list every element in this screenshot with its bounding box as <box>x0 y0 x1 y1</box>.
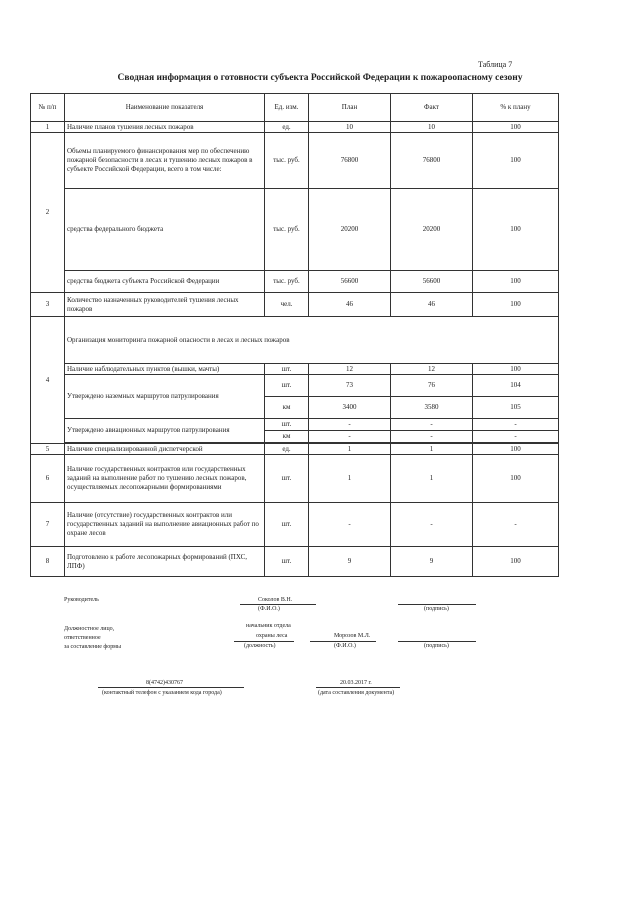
row-plan: 1 <box>309 455 391 503</box>
header-name: Наименование показателя <box>65 94 265 122</box>
row-unit: шт. <box>265 503 309 547</box>
phone-line <box>98 687 244 688</box>
row-fact: 56600 <box>391 271 473 293</box>
row-num: 8 <box>31 547 65 577</box>
row-pct: - <box>473 503 559 547</box>
head-label: Руководитель <box>64 597 99 603</box>
date-line <box>316 687 400 688</box>
row-fact: - <box>391 431 473 443</box>
row-pct: 105 <box>473 397 559 419</box>
row-fact: 1 <box>391 444 473 455</box>
sign-caption: (подпись) <box>424 606 449 612</box>
row-pct: 100 <box>473 364 559 375</box>
row-pct: - <box>473 419 559 431</box>
row-name: Наличие (отсутствие) государственных контрактов или государственных заданий на выполнение авиационных работ по охране лесов <box>65 503 265 547</box>
row-plan: 12 <box>309 364 391 375</box>
row-unit: ед. <box>265 444 309 455</box>
row-pct: 104 <box>473 375 559 397</box>
readiness-table <box>30 93 559 577</box>
row-plan: 76800 <box>309 133 391 189</box>
row-unit: шт. <box>265 455 309 503</box>
row-pct: 100 <box>473 444 559 455</box>
table-row <box>31 503 559 547</box>
row-fact: 9 <box>391 547 473 577</box>
row-pct: 100 <box>473 189 559 271</box>
row-name: Утверждено авиационных маршрутов патрулирования <box>65 419 265 443</box>
resp-position-2: охраны леса <box>256 633 288 639</box>
row-fact: 3580 <box>391 397 473 419</box>
row-num: 7 <box>31 503 65 547</box>
row-name: Количество назначенных руководителей тушения лесных пожаров <box>65 293 265 317</box>
row-pct: 100 <box>473 547 559 577</box>
row-unit: шт. <box>265 375 309 397</box>
date-caption: (дата составления документа) <box>318 690 395 696</box>
row-name: Наличие наблюдательных пунктов (вышки, мачты) <box>65 364 265 375</box>
resp-sign-line <box>398 641 476 642</box>
table-row <box>31 455 559 503</box>
resp-label-2: ответственное <box>64 635 101 641</box>
row-plan: 3400 <box>309 397 391 419</box>
row-name: средства федерального бюджета <box>65 189 265 271</box>
phone-caption: (контактный телефон с указанием кода города) <box>102 690 222 696</box>
row-num: 2 <box>31 133 65 293</box>
header-fact: Факт <box>391 94 473 122</box>
row-unit: тыс. руб. <box>265 271 309 293</box>
row-unit: тыс. руб. <box>265 189 309 271</box>
row-num: 6 <box>31 455 65 503</box>
row-fact: - <box>391 503 473 547</box>
header-plan: План <box>309 94 391 122</box>
sign-caption-2: (подпись) <box>424 643 449 649</box>
table-row <box>31 317 559 364</box>
row-plan: - <box>309 503 391 547</box>
row-plan: 73 <box>309 375 391 397</box>
row-fact: 76800 <box>391 133 473 189</box>
row-num: 3 <box>31 293 65 317</box>
row-name: Наличие планов тушения лесных пожаров <box>65 122 265 133</box>
row-num: 4 <box>31 317 65 444</box>
table-row <box>31 189 559 271</box>
row-name: Подготовлено к работе лесопожарных формирований (ПХС, ЛПФ) <box>65 547 265 577</box>
row-plan: 20200 <box>309 189 391 271</box>
row-fact: 46 <box>391 293 473 317</box>
resp-name-line <box>310 641 376 642</box>
row-unit: шт. <box>265 419 309 431</box>
row-unit: шт. <box>265 547 309 577</box>
table-row <box>31 375 559 397</box>
resp-name: Морозов М.Л. <box>334 633 371 639</box>
table-header-row <box>31 94 559 122</box>
row-unit: км <box>265 431 309 443</box>
row-unit: км <box>265 397 309 419</box>
table-row <box>31 547 559 577</box>
row-section-heading: Организация мониторинга пожарной опасности в лесах и лесных пожаров <box>65 317 559 364</box>
row-name: Наличие государственных контрактов или государственных заданий на выполнение работ по тушению лесных пожаров, осуществляемых лесопожарными формированиями <box>65 455 265 503</box>
row-fact: 76 <box>391 375 473 397</box>
position-caption: (должность) <box>244 643 276 649</box>
row-fact: 12 <box>391 364 473 375</box>
table-label: Таблица 7 <box>478 60 513 69</box>
resp-label-1: Должностное лицо, <box>64 626 115 632</box>
row-num: 5 <box>31 444 65 455</box>
row-num: 1 <box>31 122 65 133</box>
header-pct: % к плану <box>473 94 559 122</box>
row-unit: чел. <box>265 293 309 317</box>
date: 20.03.2017 г. <box>340 680 372 686</box>
row-fact: - <box>391 419 473 431</box>
row-name: Утверждено наземных маршрутов патрулирования <box>65 375 265 419</box>
row-pct: - <box>473 431 559 443</box>
head-sign-line <box>398 604 476 605</box>
row-pct: 100 <box>473 122 559 133</box>
row-plan: 9 <box>309 547 391 577</box>
table-row <box>31 364 559 375</box>
table-row <box>31 419 559 431</box>
row-fact: 1 <box>391 455 473 503</box>
row-unit: тыс. руб. <box>265 133 309 189</box>
row-name: Наличие специализированной диспетчерской <box>65 444 265 455</box>
row-pct: 100 <box>473 271 559 293</box>
header-unit: Ед. изм. <box>265 94 309 122</box>
row-plan: 1 <box>309 444 391 455</box>
resp-position-1: начальник отдела <box>246 623 291 629</box>
table-row <box>31 293 559 317</box>
header-num: № п/п <box>31 94 65 122</box>
table-row <box>31 122 559 133</box>
document-title: Сводная информация о готовности субъекта Российской Федерации к пожароопасному сезону <box>117 73 523 83</box>
row-unit: шт. <box>265 364 309 375</box>
row-fact: 20200 <box>391 189 473 271</box>
table-row <box>31 133 559 189</box>
row-plan: - <box>309 419 391 431</box>
head-name-line <box>240 604 316 605</box>
resp-label-3: за составление формы <box>64 644 121 650</box>
row-plan: 56600 <box>309 271 391 293</box>
row-plan: 10 <box>309 122 391 133</box>
row-name: Объемы планируемого финансирования мер по обеспечению пожарной безопасности в лесах и тушению лесных пожаров в субъекте Российской Федерации, всего в том числе: <box>65 133 265 189</box>
head-name: Соколов В.Н. <box>258 597 293 603</box>
table-row <box>31 444 559 455</box>
row-name: средства бюджета субъекта Российской Федерации <box>65 271 265 293</box>
row-plan: 46 <box>309 293 391 317</box>
row-pct: 100 <box>473 293 559 317</box>
table-row <box>31 271 559 293</box>
row-fact: 10 <box>391 122 473 133</box>
row-pct: 100 <box>473 133 559 189</box>
fio-caption: (Ф.И.О.) <box>258 606 280 612</box>
row-unit: ед. <box>265 122 309 133</box>
fio-caption-2: (Ф.И.О.) <box>334 643 356 649</box>
resp-position-line <box>234 641 294 642</box>
phone: 8(4742)430767 <box>146 680 183 686</box>
row-plan: - <box>309 431 391 443</box>
row-pct: 100 <box>473 455 559 503</box>
